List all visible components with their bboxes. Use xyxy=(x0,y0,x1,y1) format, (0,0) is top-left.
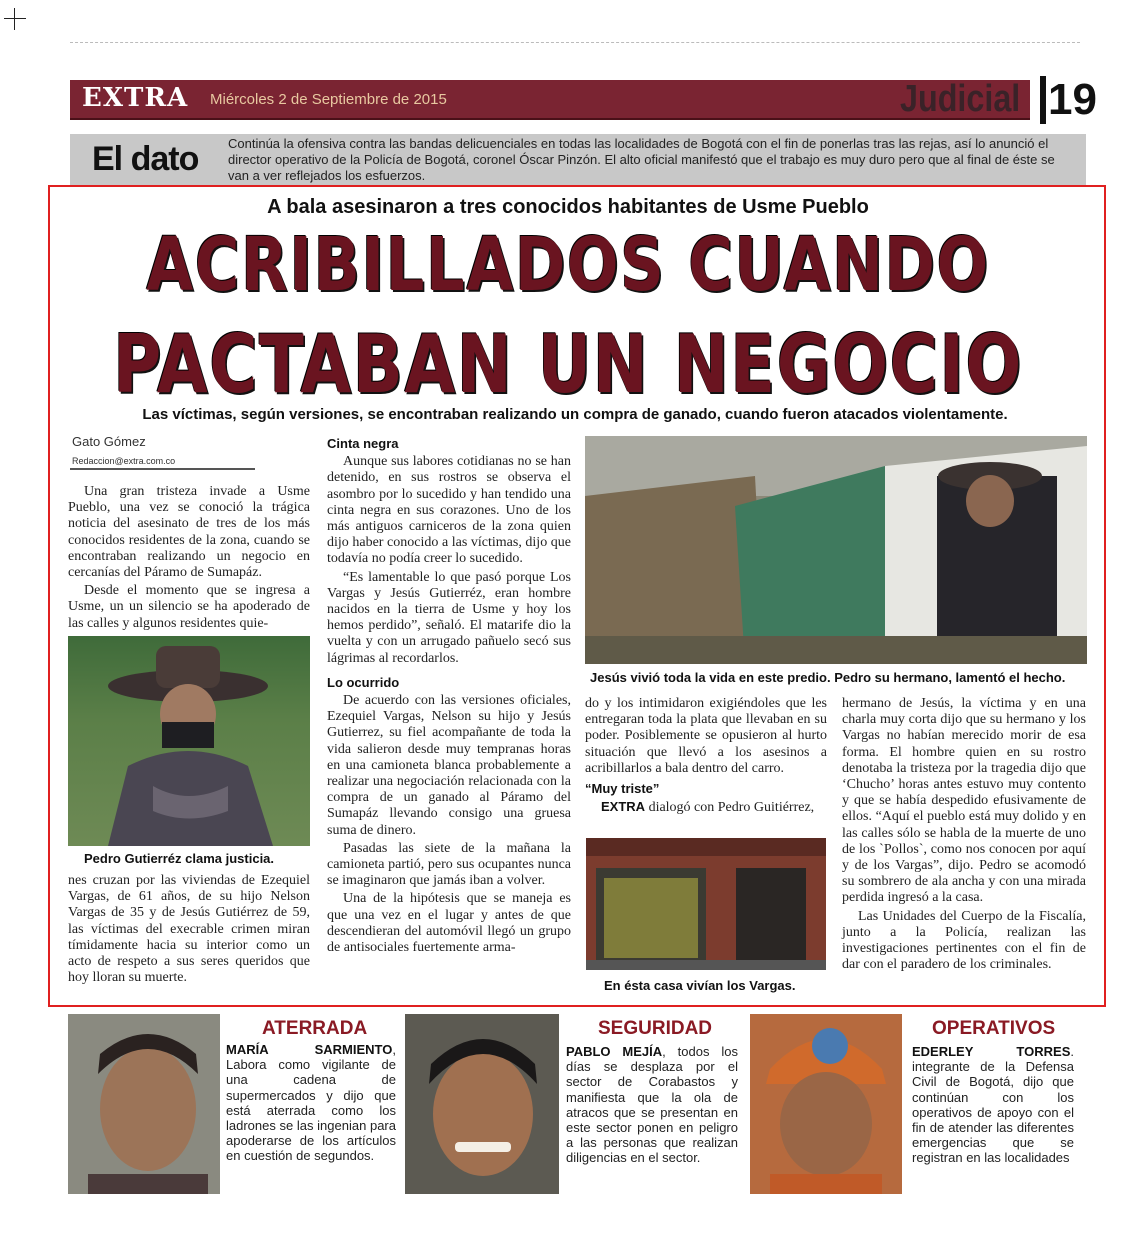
headline-line-1: ACRIBILLADOS CUANDO xyxy=(146,222,990,308)
column-1-bottom xyxy=(68,873,310,988)
strip-title-operativos: OPERATIVOS xyxy=(932,1018,1056,1039)
extra-lead: EXTRA xyxy=(601,799,646,815)
paragraph: nes cruzan por las viviendas de Ezequiel Vargas, de 61 años, de su hijo Nelson Vargas de 35 y de Jesús Gutiérrez de 59, las víctimas del execrable crimen miran tímidamente hacia su interior como un acto de respeto a sus seres queridos que hoy lloran su muerte. xyxy=(68,873,310,986)
main-photo-caption: Jesús vivió toda la vida en este predio. Pedro su hermano, lamentó el hecho. xyxy=(590,670,1066,685)
page-edge-line xyxy=(70,42,1080,43)
paragraph: Aunque sus labores cotidianas no se han detenido, en sus rostros se observa el asombro por lo sucedido y han tendido una cinta negra en sus corazones. Uno de los más antiguos carniceros de la zona quien dijo haber conocido a las víctimas, dijo que todavía no podía creer lo sucedido. xyxy=(327,454,571,567)
strip-title-aterrada: ATERRADA xyxy=(262,1018,368,1039)
strip-photo-ederley-torres xyxy=(750,1014,902,1194)
paragraph: De acuerdo con las versiones oficiales, Ezequiel Vargas, Nelson su hijo y Jesús Gutierrez, su fiel acompañante de toda la vida salieron desde muy tempranas horas en una camioneta blanca probablemente a realizar una negociación relacionada con la compra de un ganado al Páramo del Sumapáz llevando consigo una gruesa suma de dinero. xyxy=(327,693,571,838)
paragraph: Una de la hipótesis que se maneja es que una vez en el lugar y antes de que descendieran del automóvil llegó un grupo de antisociales fuertemente arma- xyxy=(327,891,571,956)
column-2 xyxy=(327,436,571,958)
page-number: 19 xyxy=(1040,76,1097,124)
paragraph: Una gran tristeza invade a Usme Pueblo, una vez se conoció la trágica noticia del asesinato de tres de los más conocidos residentes de la zona, cuando se encontraban realizando un negocio en cercanías del Páramo de Sumapáz. xyxy=(68,484,310,581)
column-1-top xyxy=(68,484,310,634)
strip-photo-pablo-mejia xyxy=(405,1014,559,1194)
byline: Gato Gómez xyxy=(72,434,146,449)
article-kicker: A bala asesinaron a tres conocidos habitantes de Usme Pueblo xyxy=(267,196,869,218)
headline-line-2: PACTABAN UN NEGOCIO xyxy=(113,318,1023,411)
author-email: Redaccion@extra.com.co xyxy=(70,456,255,470)
subheading-lo-ocurrido: Lo ocurrido xyxy=(327,674,400,690)
paragraph: do y los intimidaron exigiéndoles que les entregaran toda la plata que llevaban en su poder. Posiblemente se opusieron al hurto situación que llevó a los asesinos a acribillarlos a bala dentro del carro. xyxy=(585,696,827,776)
photo-vargas-house xyxy=(586,838,826,970)
dato-label: El dato xyxy=(92,140,199,178)
header-bar xyxy=(70,80,1030,120)
house-photo-caption: En ésta casa vivían los Vargas. xyxy=(604,978,796,993)
strip-body-3: . integrante de la Defensa Civil de Bogotá, dijo que continúan con los operativos de apoyo con el fin de atender las diferentes emergencias que se registran en las localidades xyxy=(912,1044,1074,1166)
main-photo-property xyxy=(585,436,1087,664)
strip-body-1: , Labora como vigilante de una cadena de supermercados y dijo que está aterrada como los ladrones se las ingenian para apoderarse de los artículos en cuestión de segundos. xyxy=(226,1042,396,1164)
strip-name-1: MARÍA SARMIENTO xyxy=(226,1042,393,1057)
subheading-muy-triste: “Muy triste” xyxy=(585,781,660,797)
strip-text-1 xyxy=(226,1042,396,1164)
paragraph: Desde el momento que se ingresa a Usme, un un silencio se ha apoderado de las calles y algunos residentes quie- xyxy=(68,583,310,631)
house-and-man-photo xyxy=(585,436,1087,664)
column-3 xyxy=(585,696,827,818)
strip-name-3: EDERLEY TORRES xyxy=(912,1044,1071,1059)
paragraph: Pasadas las siete de la mañana la camioneta partió, pero sus ocupantes nunca se imaginaron que jamás iban a volver. xyxy=(327,840,571,889)
strip-body-2: , todos los días se desplaza por el sector de Corabastos y manifiesta que la ola de atracos que se presentan en este sector ponen en peligro a las personas que realizan diligencias en el sector. xyxy=(566,1044,738,1166)
photo-caption-pedro: Pedro Gutierréz clama justicia. xyxy=(84,851,275,866)
strip-text-2 xyxy=(566,1044,738,1166)
dato-text: Continúa la ofensiva contra las bandas delicuenciales en todas las localidades de Bogotá con el fin de ponerlas tras las rejas, así lo anunció el director operativo de la Policía de Bogotá, coronel Óscar Pinzón. El alto oficial manifestó que el trabajo es muy duro pero que al final de éste se van a ver reflejados los esfuerzos. xyxy=(228,136,1055,183)
woman-portrait-photo xyxy=(68,1014,220,1194)
newspaper-logo: EXTRA xyxy=(82,83,189,113)
paragraph: hermano de Jesús, la víctima y en una charla muy corta dijo que su hermano y los Vargas no habían merecido morir de esa forma. El hombre quien en su rostro denotaba la tristeza por la tragedia dijo que ‘Chucho’ horas antes estuvo muy contento y que se había despedido efusivamente de ellos. “Aquí el pueblo está muy dolido y en las calles sólo se habla de la muerte de uno de los `Pollos`, como nos conocen por aquí y de los Vargas”, dijo. Pedro se acomodó su sombrero de ala ancha y con una mirada perdida ingresó a la casa. xyxy=(842,696,1086,906)
paragraph: dialogó con Pedro Guitiérrez, xyxy=(645,800,815,816)
crop-mark xyxy=(4,8,26,30)
strip-photo-maria-sarmiento xyxy=(68,1014,220,1194)
man-with-cap-portrait-photo xyxy=(750,1014,902,1194)
photo-pedro-gutierrez xyxy=(68,636,310,846)
paragraph: “Es lamentable lo que pasó porque Los Vargas y Jesús Gutierréz, eran hombre nacidos en la tierra de Usme y hoy los hemos perdido”, señaló. El matarife dio la vuelta y con un arrugado pañuelo secó sus lágrimas al recordarlos. xyxy=(327,569,571,666)
paragraph: Las Unidades del Cuerpo de la Fiscalía, junto a la Policía, realizan las investigaciones pertinentes con el fin de dar con el paradero de los criminales. xyxy=(842,908,1086,973)
subheading-cinta-negra: Cinta negra xyxy=(327,436,399,451)
strip-name-2: PABLO MEJÍA xyxy=(566,1044,663,1059)
section-name: Judicial xyxy=(900,78,1021,120)
strip-title-seguridad: SEGURIDAD xyxy=(598,1018,713,1039)
dato-box xyxy=(70,134,1086,186)
article-deck: Las víctimas, según versiones, se encontraban realizando un compra de ganado, cuando fueron atacados violentamente. xyxy=(142,406,1008,423)
issue-date: Miércoles 2 de Septiembre de 2015 xyxy=(210,91,447,108)
person-with-hat-photo xyxy=(68,636,310,846)
column-4 xyxy=(842,696,1086,975)
house-facade-photo xyxy=(586,838,826,970)
man-portrait-photo xyxy=(405,1014,559,1194)
strip-text-3 xyxy=(912,1044,1074,1166)
